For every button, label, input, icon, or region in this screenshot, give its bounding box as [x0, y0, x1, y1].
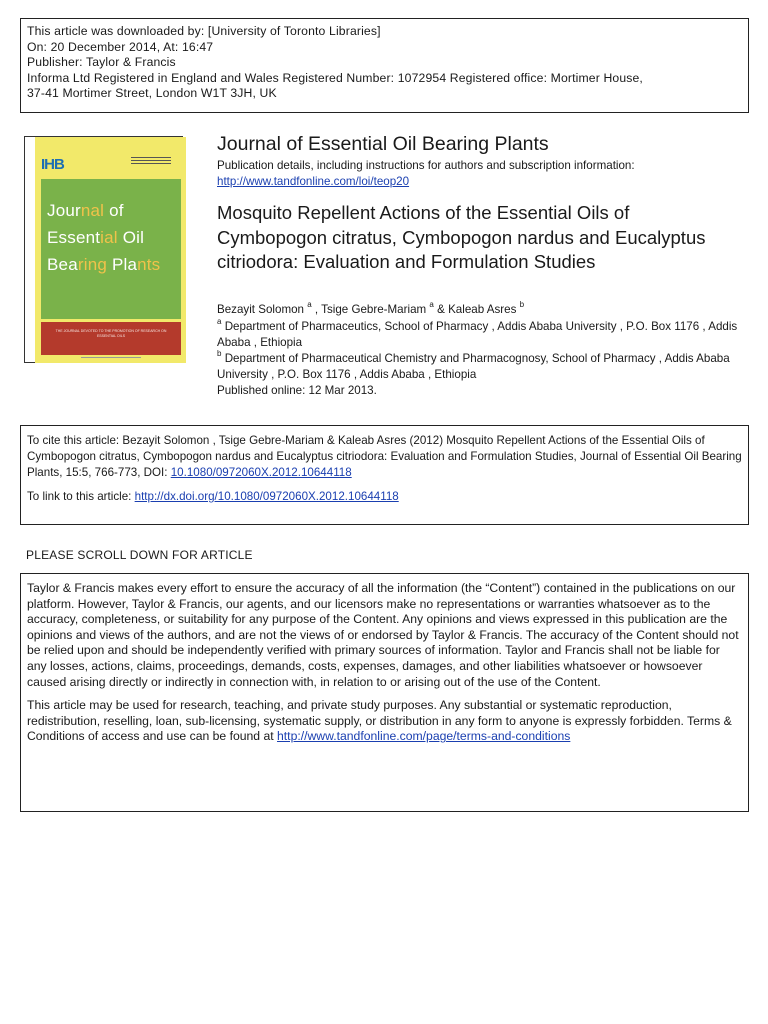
publication-details: [217, 158, 635, 190]
disclaimer-box: [20, 573, 749, 812]
journal-title: Journal of Essential Oil Bearing Plants: [217, 133, 549, 155]
publication-details-text: Publication details, including instructions for authors and subscription information:: [217, 159, 635, 172]
article-title: Mosquito Repellent Actions of the Essential Oils of Cymbopogon citratus, Cymbopogon nardus and Eucalyptus citriodora: Evaluation and Formulation Studies: [217, 202, 706, 272]
affiliation-b: $^b$ Department of Pharmaceutical Chemistry and Pharmacognosy, School of Pharmacy , Addis Ababa University , P.O. Box 1176 , Addis Ababa , Ethiopia: [217, 349, 730, 381]
cover-title: Journal of Essential Oil Bearing Plants: [47, 201, 161, 274]
cover-band-text: THE JOURNAL DEVOTED TO THE PROMOTION OF RESEARCH ON ESSENTIAL OILS: [55, 329, 167, 338]
journal-url-link[interactable]: http://www.tandfonline.com/loi/teop20: [217, 175, 410, 188]
author-name: Tsige Gebre-Mariam: [321, 303, 427, 316]
affiliation-mark: a: [307, 300, 312, 309]
download-notice-line: On: 20 December 2014, At: 16:47: [27, 39, 214, 54]
cover-logo: IHB: [41, 156, 64, 173]
doi-link[interactable]: 10.1080/0972060X.2012.10644118: [170, 466, 352, 479]
download-notice-line: Informa Ltd Registered in England and Wales Registered Number: 1072954 Registered office: Mortimer House,: [27, 70, 643, 85]
article-url-link[interactable]: http://dx.doi.org/10.1080/0972060X.2012.10644118: [134, 490, 399, 503]
download-notice-line: This article was downloaded by: [University of Toronto Libraries]: [27, 24, 381, 38]
published-date: Published online: 12 Mar 2013.: [217, 384, 377, 397]
usage-paragraph: This article may be used for research, teaching, and private study purposes. Any substantial or systematic reproduction, redistribution, reselling, loan, sub-licensing, systematic supply, or distribution in any form to anyone is expressly forbidden. Terms & Conditions of access and use can be found at http://www.tandfonline.com/page/terms-and-conditions: [27, 698, 732, 744]
download-notice-box: [20, 18, 749, 113]
scroll-notice: PLEASE SCROLL DOWN FOR ARTICLE: [26, 548, 253, 562]
affiliation-mark: a: [429, 300, 434, 309]
affiliations: [217, 319, 747, 399]
cover-issn-text: [131, 157, 171, 164]
download-notice-line: Publisher: Taylor & Francis: [27, 55, 176, 70]
author-name: Kaleab Asres: [448, 303, 517, 316]
affiliation-mark: a: [217, 317, 222, 326]
affiliation-mark: b: [519, 300, 525, 309]
disclaimer-paragraph: Taylor & Francis makes every effort to ensure the accuracy of all the information (the “Content”) contained in the publications on our platform. However, Taylor & Francis, our agents, and our licensors make no representations or warranties whatsoever as to the accuracy, completeness, or suitability for any purpose of the Content. Any opinions and views expressed in this publication are the opinions and views of the authors, and are not the views of or endorsed by Taylor & Francis. The accuracy of the Content should not be relied upon and should be independently verified with primary sources of information. Taylor and Francis shall not be liable for any losses, actions, claims, proceedings, demands, costs, expenses, damages, and other liabilities whatsoever or howsoever caused arising directly or indirectly in connection with, in relation to or arising out of the use of the Content.: [27, 581, 739, 689]
affiliation-a: $^a$ Department of Pharmaceutics, School of Pharmacy , Addis Ababa University , P.O. Box 1176 , Addis Ababa , Ethiopia: [217, 317, 738, 349]
terms-link[interactable]: http://www.tandfonline.com/page/terms-and-conditions: [277, 729, 571, 744]
download-notice-line: 37-41 Mortimer Street, London W1T 3JH, UK: [27, 86, 277, 101]
cover-publisher-mark: [41, 357, 181, 358]
article-link-line: To link to this article: http://dx.doi.org/10.1080/0972060X.2012.10644118: [27, 490, 399, 503]
citation-text: To cite this article: Bezayit Solomon , Tsige Gebre-Mariam & Kaleab Asres (2012) Mosquito Repellent Actions of the Essential Oils of Cymbopogon citratus, Cymbopogon nardus and Eucalyptus citriodora: Evaluation and Formulation Studies, Journal of Essential Oil Bearing Plants, 15:5, 766-773, DOI: 10.1080/0972060X.2012.10644118: [27, 434, 742, 479]
author-name: Bezayit Solomon: [217, 303, 304, 316]
cover-green-panel: [41, 179, 181, 319]
author-list: Bezayit Solomon $^a$ , Tsige Gebre-Mariam $^a$ & Kaleab Asres $^b$: [217, 300, 525, 316]
journal-cover-image: [24, 136, 183, 363]
affiliation-mark: b: [217, 349, 222, 358]
citation-box: [20, 425, 749, 525]
